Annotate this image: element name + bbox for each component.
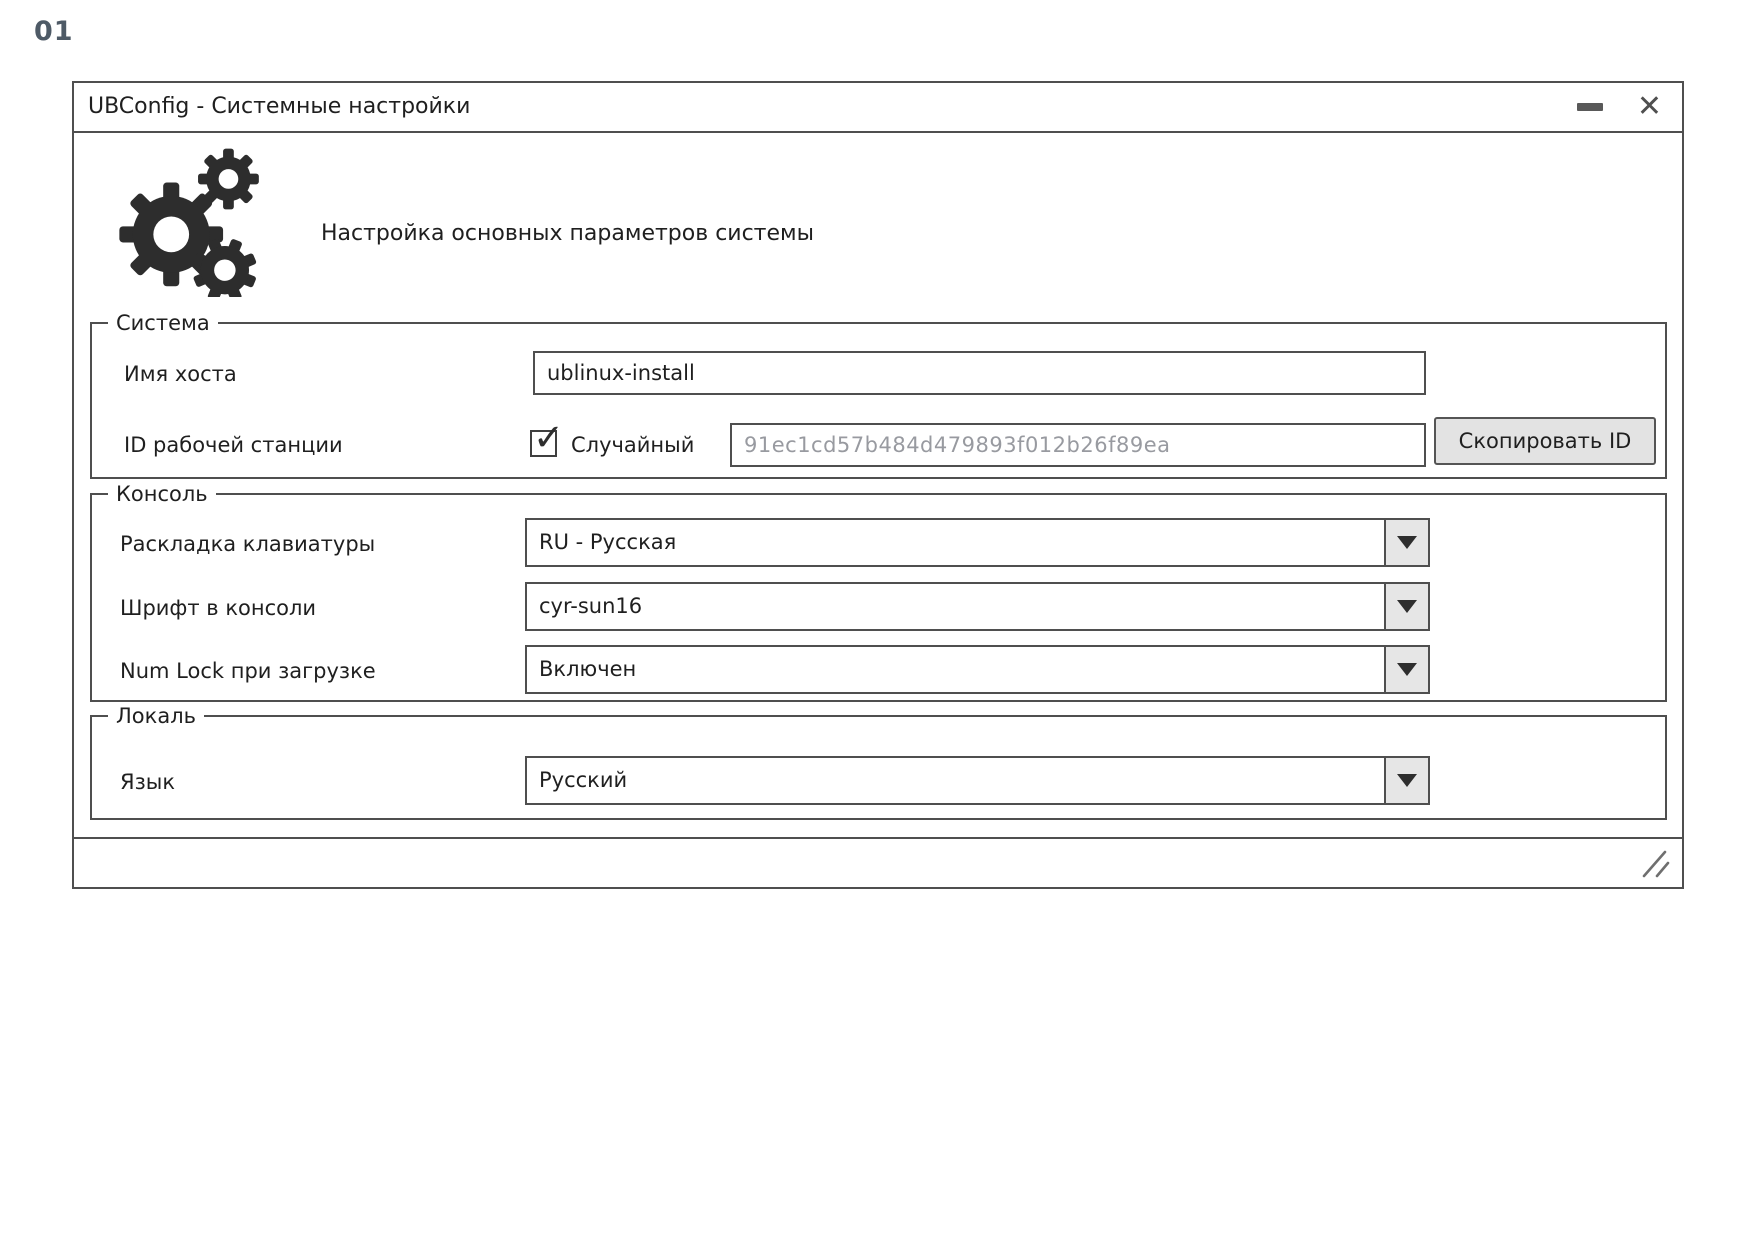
window-controls xyxy=(1577,83,1662,131)
group-system xyxy=(90,311,1667,479)
console-font-value: cyr-sun16 xyxy=(539,594,643,618)
check-icon: ✓ xyxy=(533,416,565,459)
dialog-description: Настройка основных параметров системы xyxy=(321,221,815,246)
window-titlebar[interactable] xyxy=(74,83,1682,133)
numlock-value: Включен xyxy=(539,657,637,681)
ubconfig-window xyxy=(72,81,1684,889)
group-console-legend: Консоль xyxy=(108,481,216,507)
numlock-dropdown-button[interactable] xyxy=(1384,647,1428,692)
workstation-id-input[interactable] xyxy=(730,423,1426,467)
minimize-button[interactable] xyxy=(1577,103,1603,111)
keyboard-layout-label: Раскладка клавиатуры xyxy=(120,532,376,556)
console-font-select[interactable] xyxy=(525,582,1430,631)
copy-id-button[interactable] xyxy=(1434,417,1656,465)
numlock-label: Num Lock при загрузке xyxy=(120,659,376,683)
numlock-select[interactable] xyxy=(525,645,1430,694)
chevron-down-icon xyxy=(1397,600,1417,613)
group-locale-legend: Локаль xyxy=(108,703,204,729)
group-console xyxy=(90,482,1667,702)
window-title: UBConfig - Системные настройки xyxy=(88,94,471,119)
console-font-label: Шрифт в консоли xyxy=(120,596,317,620)
chevron-down-icon xyxy=(1397,536,1417,549)
chevron-down-icon xyxy=(1397,663,1417,676)
copy-id-button-label: Скопировать ID xyxy=(1458,429,1632,453)
keyboard-layout-dropdown-button[interactable] xyxy=(1384,520,1428,565)
resize-grip-icon[interactable] xyxy=(1638,849,1672,879)
language-dropdown-button[interactable] xyxy=(1384,758,1428,803)
language-label: Язык xyxy=(120,770,176,794)
hostname-label: Имя хоста xyxy=(124,362,237,386)
hostname-input[interactable] xyxy=(533,351,1426,395)
random-id-checkbox-label[interactable]: Случайный xyxy=(571,433,695,457)
slide-number: 01 xyxy=(34,16,74,47)
close-icon: ✕ xyxy=(1636,89,1662,124)
keyboard-layout-select[interactable] xyxy=(525,518,1430,567)
chevron-down-icon xyxy=(1397,774,1417,787)
random-id-checkbox[interactable] xyxy=(530,416,565,459)
minimize-icon xyxy=(1577,103,1603,111)
group-system-legend: Система xyxy=(108,310,218,336)
group-locale xyxy=(90,704,1667,820)
close-button[interactable] xyxy=(1636,89,1662,124)
console-font-dropdown-button[interactable] xyxy=(1384,584,1428,629)
gears-icon xyxy=(114,145,266,297)
workstation-id-label: ID рабочей станции xyxy=(124,433,343,457)
keyboard-layout-value: RU - Русская xyxy=(539,530,677,554)
language-value: Русский xyxy=(539,768,628,792)
status-bar xyxy=(74,837,1682,887)
language-select[interactable] xyxy=(525,756,1430,805)
